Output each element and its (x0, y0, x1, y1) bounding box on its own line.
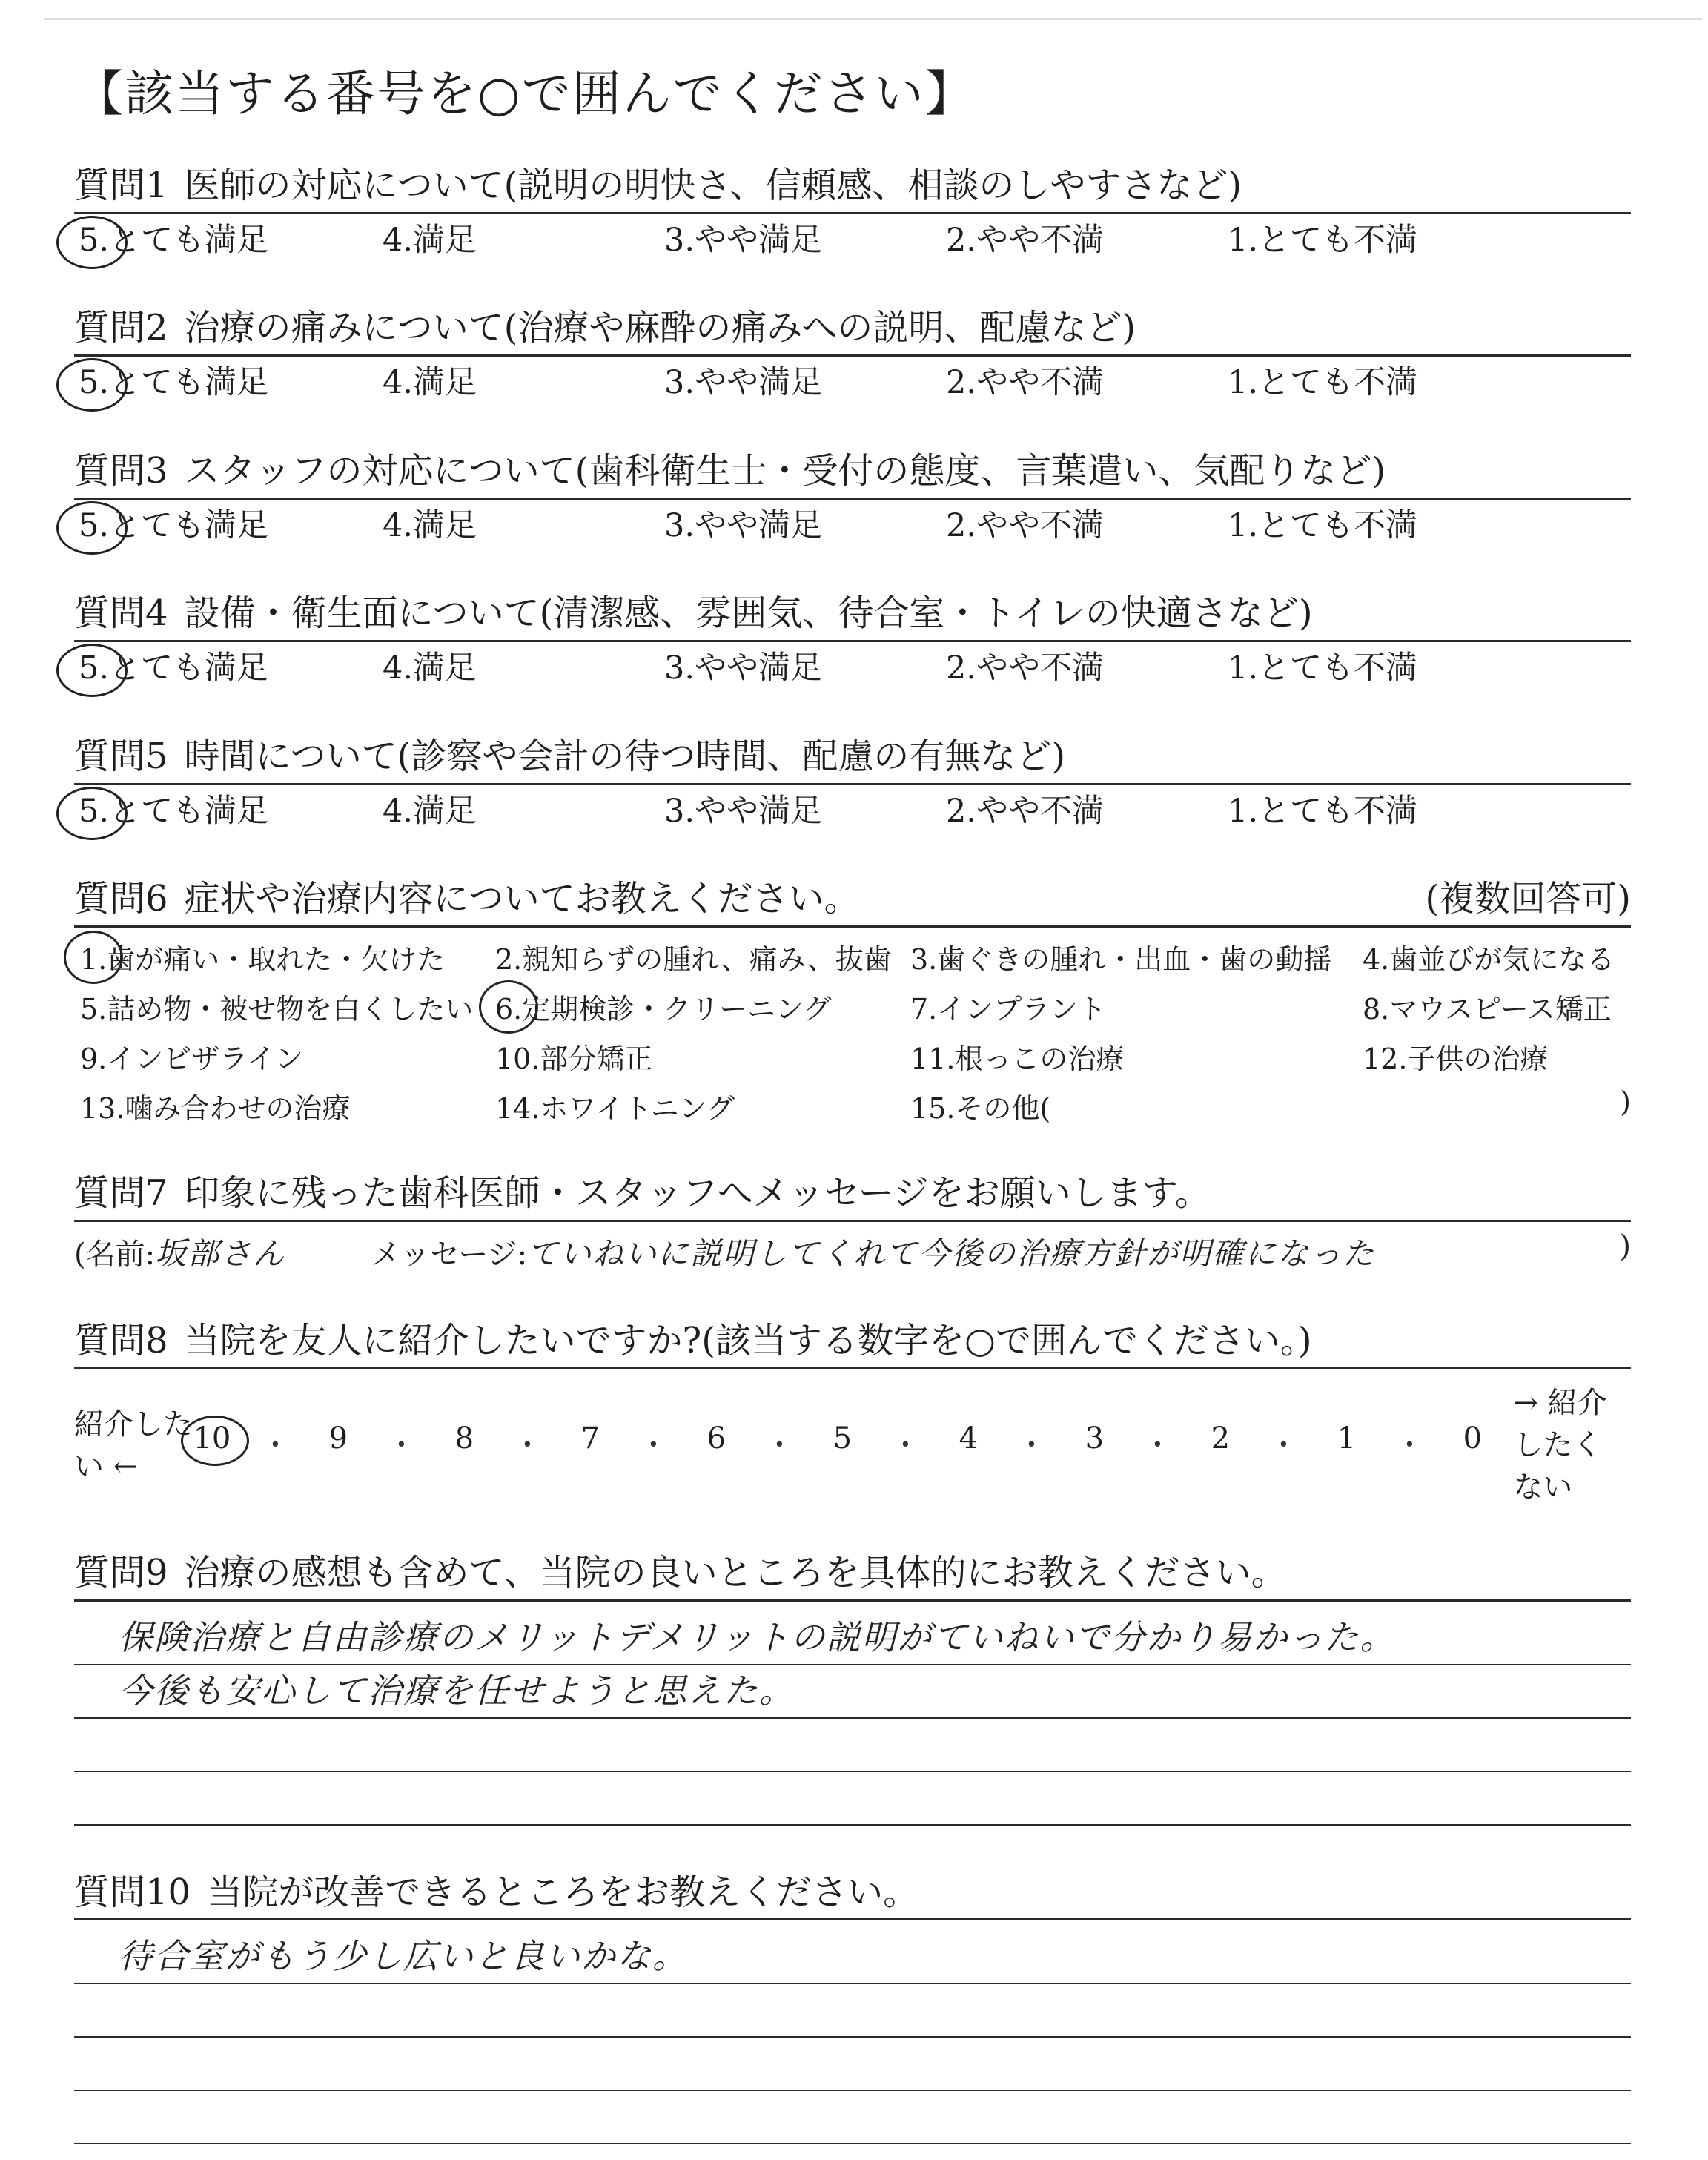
question-label: 質問1 (74, 165, 168, 206)
answer-line (74, 2091, 1631, 2144)
option-1[interactable]: 1.とても不満 (1228, 221, 1418, 259)
option-5[interactable]: 5.とても満足 (74, 220, 383, 262)
scale-dot: ・ (260, 1428, 291, 1463)
question-label: 質問4 (74, 592, 168, 635)
symptom-option-13[interactable]: 13.噛み合わせの治療 (80, 1092, 351, 1126)
answer-lines-10[interactable] (74, 1931, 1631, 2144)
scale-dot: ・ (1142, 1428, 1173, 1463)
symptom-option-8[interactable]: 8.マウスピース矯正 (1363, 993, 1612, 1026)
question-text: 当院が改善できるところをお教えください。 (207, 1871, 919, 1913)
answer-options-4 (74, 648, 1631, 690)
question-5 (74, 736, 1631, 779)
question-label: 質問7 (74, 1172, 168, 1215)
question-4 (74, 592, 1631, 635)
question-3 (74, 450, 1631, 493)
scale-7[interactable]: 7 (580, 1421, 600, 1456)
scale-1[interactable]: 1 (1337, 1421, 1357, 1456)
symptom-options (74, 937, 1631, 1126)
handwritten-answer: 待合室がもう少し広いと良いかな。 (119, 1936, 688, 1977)
option-4[interactable]: 4.満足 (383, 221, 477, 259)
scale-dot: ・ (638, 1428, 669, 1463)
answer-line (74, 1931, 1631, 1984)
option-2[interactable]: 2.やや不満 (946, 364, 1105, 402)
scale-8[interactable]: 8 (454, 1421, 474, 1456)
divider (74, 212, 1631, 214)
option-3[interactable]: 3.やや満足 (664, 221, 823, 259)
message-row (74, 1229, 1631, 1274)
scale-dot: ・ (1394, 1428, 1425, 1463)
question-label: 質問9 (74, 1552, 168, 1594)
answer-options-3 (74, 506, 1631, 547)
option-1[interactable]: 1.とても不満 (1228, 792, 1418, 830)
handwritten-answer: 保険治療と自由診療のメリットデメリットの説明がていねいで分かり易かった。 (119, 1616, 1396, 1657)
multiple-answer-note: (複数回答可) (1425, 878, 1631, 920)
answer-line (74, 1665, 1631, 1719)
scale-4[interactable]: 4 (959, 1421, 979, 1456)
option-2[interactable]: 2.やや不満 (946, 506, 1105, 544)
divider (74, 498, 1631, 500)
option-2[interactable]: 2.やや不満 (946, 792, 1105, 830)
option-4[interactable]: 4.満足 (383, 792, 477, 830)
question-label: 質問5 (74, 735, 168, 777)
scale-6[interactable]: 6 (706, 1421, 726, 1456)
scale-dot: ・ (1016, 1428, 1047, 1463)
option-5[interactable]: 5.とても満足 (74, 506, 383, 547)
option-5[interactable]: 5.とても満足 (74, 648, 383, 690)
question-text: 設備・衛生面について(清潔感、雰囲気、待合室・トイレの快適さなど) (184, 592, 1313, 635)
survey-form (74, 44, 1631, 2144)
question-label: 質問2 (74, 307, 168, 349)
symptom-option-15[interactable]: 15.その他( (910, 1092, 1051, 1126)
option-3[interactable]: 3.やや満足 (664, 792, 823, 830)
question-2 (74, 307, 1631, 350)
divider (74, 1367, 1631, 1369)
handwritten-answer: 今後も安心して治療を任せようと思えた。 (119, 1670, 795, 1711)
answer-options-2 (74, 363, 1631, 404)
question-8 (74, 1320, 1631, 1363)
name-field[interactable]: (名前:坂部さん (74, 1235, 286, 1272)
answer-line (74, 1719, 1631, 1772)
recommend-scale (74, 1379, 1631, 1506)
answer-line (74, 2038, 1631, 2091)
question-10 (74, 1872, 1631, 1915)
option-3[interactable]: 3.やや満足 (664, 364, 823, 402)
answer-lines-9[interactable] (74, 1612, 1631, 1826)
answer-line (74, 1984, 1631, 2038)
scale-dot: ・ (386, 1428, 417, 1463)
divider (74, 1220, 1631, 1222)
question-label: 質問8 (74, 1319, 168, 1361)
divider (74, 354, 1631, 357)
symptom-option-1[interactable]: 1.歯が痛い・取れた・欠けた (74, 937, 489, 977)
question-text: 当院を友人に紹介したいですか?(該当する数字を○で囲んでください。) (184, 1319, 1312, 1361)
symptom-option-11[interactable]: 11.根っこの治療 (910, 1043, 1125, 1076)
divider (74, 640, 1631, 642)
question-text: 症状や治療内容についてお教えください。 (184, 878, 860, 920)
scale-dot: ・ (512, 1428, 543, 1463)
answer-line (74, 1772, 1631, 1826)
page-title: 【該当する番号を○で囲んでください】 (74, 65, 976, 122)
question-label: 質問10 (74, 1871, 191, 1913)
symptom-option-4[interactable]: 4.歯並びが気になる (1363, 943, 1615, 977)
scale-numbers (193, 1421, 1491, 1464)
scale-left-label: 紹介したい ← (74, 1407, 193, 1484)
symptom-option-7[interactable]: 7.インプラント (910, 993, 1107, 1026)
option-2[interactable]: 2.やや不満 (946, 650, 1105, 687)
scale-0[interactable]: 0 (1463, 1421, 1483, 1456)
symptom-option-9[interactable]: 9.インビザライン (80, 1043, 304, 1076)
question-text: 時間について(診察や会計の待つ時間、配慮の有無など) (184, 735, 1066, 777)
symptom-option-12[interactable]: 12.子供の治療 (1363, 1043, 1549, 1076)
divider (74, 925, 1631, 928)
question-7 (74, 1172, 1631, 1215)
option-5[interactable]: 5.とても満足 (74, 363, 383, 404)
scale-2[interactable]: 2 (1211, 1421, 1231, 1456)
question-text: 治療の感想も含めて、当院の良いところを具体的にお教えください。 (184, 1552, 1287, 1594)
question-label: 質問6 (74, 878, 168, 920)
answer-line (74, 1612, 1631, 1665)
question-text: スタッフの対応について(歯科衛生士・受付の態度、言葉遣い、気配りなど) (184, 449, 1386, 492)
option-1[interactable]: 1.とても不満 (1228, 506, 1418, 544)
symptom-option-14[interactable]: 14.ホワイトニング (495, 1092, 735, 1126)
option-4[interactable]: 4.満足 (383, 364, 477, 402)
answer-options-1 (74, 220, 1631, 262)
name-value: 坂部さん (155, 1235, 286, 1272)
answer-options-5 (74, 791, 1631, 833)
message-value: ていねいに説明してくれて今後の治療方針が明確になった (527, 1235, 1376, 1272)
option-3[interactable]: 3.やや満足 (664, 650, 823, 687)
scale-10[interactable]: 10 (193, 1421, 231, 1464)
scale-9[interactable]: 9 (328, 1421, 348, 1456)
question-text: 印象に残った歯科医師・スタッフへメッセージをお願いします。 (184, 1172, 1211, 1215)
symptom-option-10[interactable]: 10.部分矯正 (495, 1043, 653, 1076)
symptom-option-6[interactable]: 6.定期検診・クリーニング (489, 986, 904, 1027)
symptom-option-3[interactable]: 3.歯ぐきの腫れ・出血・歯の動揺 (910, 943, 1332, 977)
question-6 (74, 878, 1631, 921)
divider (74, 783, 1631, 785)
other-close: ) (1620, 1086, 1631, 1119)
message-field[interactable]: メッセージ:ていねいに説明してくれて今後の治療方針が明確になった (371, 1235, 1376, 1272)
scale-dot: ・ (1268, 1428, 1299, 1463)
option-2[interactable]: 2.やや不満 (946, 221, 1105, 259)
close-paren: ) (1619, 1229, 1631, 1264)
option-5[interactable]: 5.とても満足 (74, 791, 383, 833)
option-1[interactable]: 1.とても不満 (1228, 364, 1418, 402)
option-3[interactable]: 3.やや満足 (664, 506, 823, 544)
scale-dot: ・ (764, 1428, 795, 1463)
symptom-option-5[interactable]: 5.詰め物・被せ物を白くしたい (80, 993, 474, 1026)
question-9 (74, 1552, 1631, 1595)
scale-5[interactable]: 5 (833, 1421, 853, 1456)
scale-dot: ・ (890, 1428, 921, 1463)
divider (74, 1918, 1631, 1920)
question-text: 治療の痛みについて(治療や麻酔の痛みへの説明、配慮など) (184, 307, 1136, 349)
question-1 (74, 165, 1631, 208)
scan-edge-line (44, 18, 1702, 20)
divider (74, 1599, 1631, 1602)
question-text: 医師の対応について(説明の明快さ、信頼感、相談のしやすさなど) (184, 165, 1242, 206)
scale-right-label: → 紹介したくない (1513, 1386, 1607, 1505)
symptom-option-2[interactable]: 2.親知らずの腫れ、痛み、抜歯 (495, 943, 892, 977)
question-label: 質問3 (74, 449, 168, 492)
scale-3[interactable]: 3 (1085, 1421, 1105, 1456)
option-4[interactable]: 4.満足 (383, 506, 477, 544)
option-4[interactable]: 4.満足 (383, 650, 477, 687)
option-1[interactable]: 1.とても不満 (1228, 650, 1418, 687)
